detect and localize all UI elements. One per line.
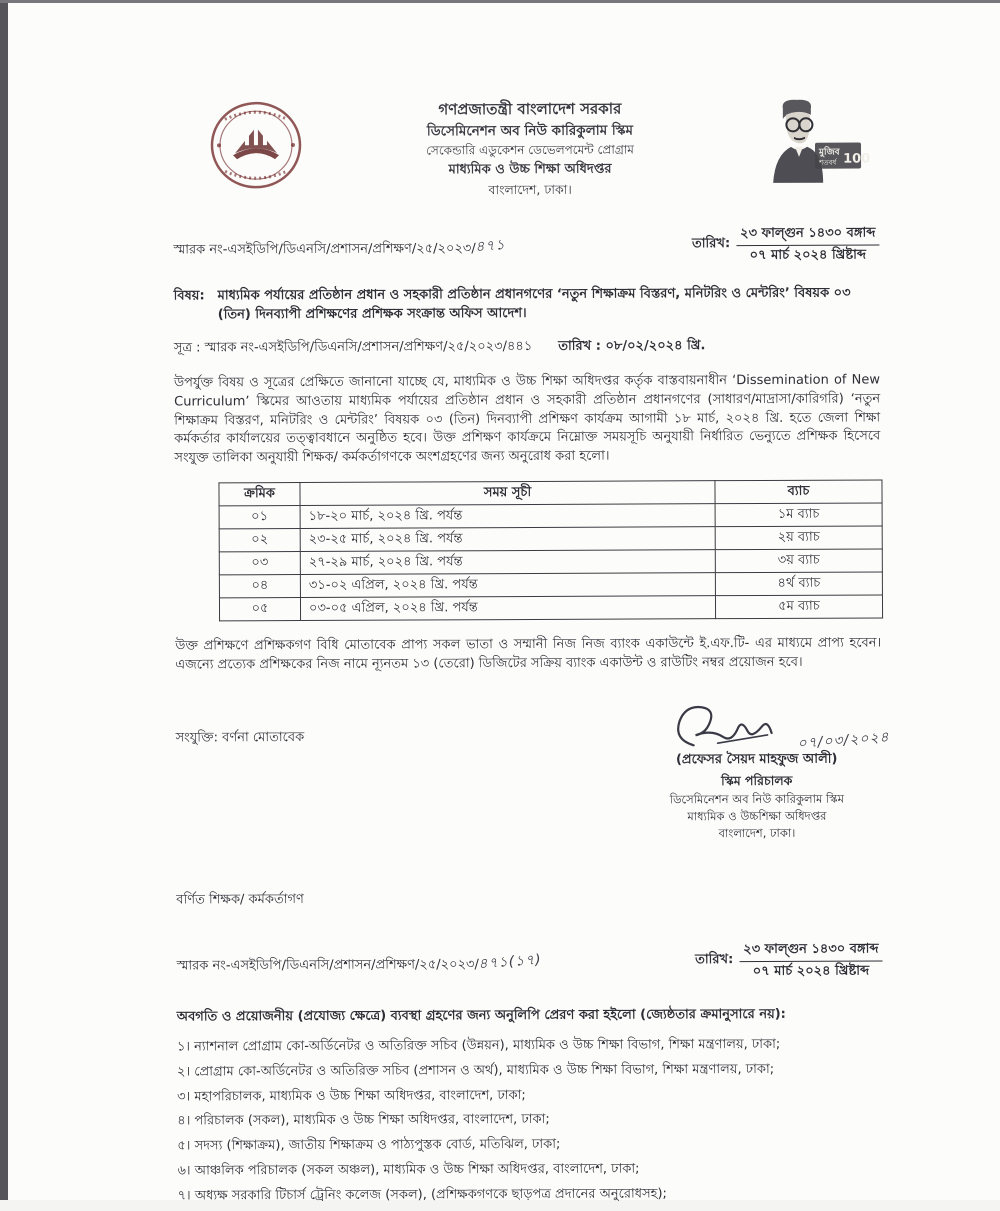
memo-number-1 [173, 226, 506, 260]
table-cell: ৩১-০২ এপ্রিল, ২০২৪ খ্রি. পর্যন্ত [300, 573, 715, 598]
signature-zone [175, 698, 882, 845]
table-cell: ৪র্থ ব্যাচ [715, 572, 882, 596]
svg-text:মুজিব: মুজিব [818, 146, 841, 159]
distribution-item: ৫। সদস্য (শিক্ষাক্রম), জাতীয় শিক্ষাক্রম ও পাঠ্যপুস্তক বোর্ড, মতিঝিল, ঢাকা; [177, 1134, 883, 1158]
org-line-location: বাংলাদেশ, ঢাকা। [307, 180, 753, 200]
org-line-government: গণপ্রজাতন্ত্রী বাংলাদেশ সরকার [307, 98, 753, 122]
subject-line [174, 285, 880, 326]
svg-text:শতবর্ষ: শতবর্ষ [818, 159, 837, 167]
distribution-item: ৪। পরিচালক (সকল), মাধ্যমিক ও উচ্চ শিক্ষা অধিদপ্তর, বাংলাদেশ, ঢাকা; [177, 1109, 883, 1133]
mujib-borsho-100-logo-icon [753, 94, 873, 187]
distribution-list [177, 1034, 884, 1207]
table-header-row [219, 480, 882, 506]
subject-text: মাধ্যমিক পর্যায়ের প্রতিষ্ঠান প্রধান ও সহকারী প্রতিষ্ঠান প্রধানগণের ‘নতুন শিক্ষাক্রম বিস্তরণ, মনিটরিং ও মেন্টরিং’ বিষয়ক ০৩ (তিন) দিনব্যাপী প্রশিক্ষণের প্রশিক্ষক সংক্রান্ত অফিস আদেশ। [218, 285, 880, 326]
table-cell: ৫ম ব্যাচ [715, 595, 882, 619]
letterhead [173, 94, 879, 201]
memo-row-1 [173, 224, 879, 268]
addressee-line: বর্ণিত শিক্ষক/ কর্মকর্তাগণ [176, 888, 882, 910]
date-gregorian-2: ০৭ মার্চ ২০২৪ খ্রিষ্টাব্দ [739, 962, 882, 982]
attachment-note: সংযুক্তি: বর্ণনা মোতাবেক [175, 701, 304, 845]
date-stack [736, 224, 879, 265]
table-cell: ২য় ব্যাচ [715, 526, 882, 550]
table-cell: ১ম ব্যাচ [715, 503, 882, 527]
table-cell: ০৫ [219, 598, 300, 621]
reference-text: সূত্র : স্মারক নং-এসইডিপি/ডিএনসি/প্রশাসন/প্রশিক্ষণ/২৫/২০২৩/৪৪১ [174, 338, 532, 358]
table-cell: ০৩-০৫ এপ্রিল, ২০২৪ খ্রি. পর্যন্ত [300, 596, 715, 621]
date-block-2 [695, 941, 883, 983]
schedule-table [218, 480, 883, 622]
subject-label: বিষয়: [174, 288, 218, 326]
signature-block [631, 698, 882, 843]
distribution-item: ৭। অধ্যক্ষ সরকারি টিচার্স ট্রেনিং কলেজ (সকল), (প্রশিক্ষকগণকে ছাড়পত্র প্রদানের অনুরোধসহ); [178, 1183, 884, 1207]
distribution-item: ৬। আঞ্চলিক পরিচালক (সকল অঞ্চল), মাধ্যমিক ও উচ্চ শিক্ষা অধিদপ্তর, বাংলাদেশ, ঢাকা; [177, 1158, 883, 1182]
body-paragraph-2: উক্ত প্রশিক্ষণে প্রশিক্ষকগণ বিধি মোতাবেক প্রাপ্য সকল ভাতা ও সম্মানী নিজ নিজ ব্যাংক একাউন্টে ই.এফ.টি- এর মাধ্যমে প্রাপ্য হবেন। এজন্যে প্রত্যেক প্রশিক্ষকের নিজ নামে ন্যূনতম ১৩ (তেরো) ডিজিটের সক্রিয় ব্যাংক একাউন্ট ও রাউটিং নম্বর প্রয়োজন হবে। [175, 635, 881, 676]
reference-line [174, 337, 880, 359]
signatory-org-3: বাংলাদেশ, ঢাকা। [632, 825, 882, 843]
signatory-name: (প্রফেসর সৈয়দ মাহফুজ আলী) [632, 750, 882, 770]
memo-number-handwritten: ৪৭১ [475, 235, 507, 257]
table-row [219, 595, 882, 621]
date-bangla-2: ২৩ ফাল্গুন ১৪৩০ বঙ্গাব্দ [739, 941, 882, 962]
memo-number-printed: স্মারক নং-এসইডিপি/ডিএনসি/প্রশাসন/প্রশিক্ষণ/২৫/২০২৩/ [173, 241, 475, 257]
date-bangla: ২৩ ফাল্গুন ১৪৩০ বঙ্গাব্দ [736, 224, 879, 245]
distribution-item: ২। প্রোগ্রাম কো-অর্ডিনেটর ও অতিরিক্ত সচিব (প্রশাসন ও অর্থ), মাধ্যমিক ও উচ্চ শিক্ষা বিভাগ, শিক্ষা মন্ত্রণালয়, ঢাকা; [177, 1059, 883, 1083]
svg-text:100: 100 [843, 152, 870, 167]
distribution-item: ১। ন্যাশনাল প্রোগ্রাম কো-অর্ডিনেটর ও অতিরিক্ত সচিব (উন্নয়ন), মাধ্যমিক ও উচ্চ শিক্ষা বিভাগ, শিক্ষা মন্ত্রণালয়, ঢাকা; [177, 1034, 883, 1058]
org-header [307, 95, 753, 201]
table-row [219, 526, 882, 552]
table-cell: ০১ [219, 506, 300, 529]
memo-number-2 [176, 942, 542, 976]
signatory-title: স্কিম পরিচালক [632, 769, 882, 791]
table-header-serial: ক্রমিক [219, 483, 300, 506]
table-header-batch: ব্যাচ [715, 480, 882, 504]
table-row [219, 572, 882, 598]
schedule-table-head [219, 480, 882, 506]
table-cell: ০৪ [219, 575, 300, 598]
distribution-intro: অবগতি ও প্রয়োজনীয় (প্রযোজ্য ক্ষেত্রে) ব্যবস্থা গ্রহণের জন্য অনুলিপি প্রেরণ করা হইলো (জ্যেষ্ঠতার ক্রমানুসারে নয়): [177, 1006, 883, 1028]
body-paragraph-1: উপর্যুক্ত বিষয় ও সূত্রের প্রেক্ষিতে জানানো যাচ্ছে যে, মাধ্যমিক ও উচ্চ শিক্ষা অধিদপ্তর কর্তৃক বাস্তবায়নাধীন ‘Dissemination of New Curriculum’ স্কিমের আওতায় মাধ্যমিক পর্যায়ের প্রতিষ্ঠান প্রধান ও সহকারী প্রতিষ্ঠান প্রধানগণের (সাধারণ/মাদ্রাসা/কারিগরি) ‘নতুন শিক্ষাক্রম বিস্তরণ, মনিটরিং ও মেন্টরিং’ বিষয়ক ০৩ (তিন) দিনব্যাপী প্রশিক্ষণ কার্যক্রম আগামী ১৮ মার্চ, ২০২৪ খ্রি. হতে জেলা শিক্ষা কর্মকর্তার কার্যালয়ের তত্ত্বাবধানে অনুষ্ঠিত হবে। উক্ত প্রশিক্ষণ কার্যক্রমে নিম্নোক্ত সময়সূচি অনুযায়ী নির্ধারিত ভেন্যুতে প্রশিক্ষক হিসেবে সংযুক্ত তালিকা অনুযায়ী শিক্ষক/ কর্মকর্তাগণকে অংশগ্রহণের জন্য অনুরোধ করা হলো। [174, 371, 880, 468]
signature-handwritten-date: ০৭/০৩/২০২৪ [797, 727, 891, 754]
signatory-org-2: মাধ্যমিক ও উচ্চশিক্ষা অধিদপ্তর [632, 808, 882, 826]
distribution-item: ৩। মহাপরিচালক, মাধ্যমিক ও উচ্চ শিক্ষা অধিদপ্তর, বাংলাদেশ, ঢাকা; [177, 1084, 883, 1108]
date-label: তারিখ: [692, 225, 730, 266]
table-cell: ২৩-২৫ মার্চ, ২০২৪ খ্রি. পর্যন্ত [300, 527, 715, 552]
date-block-1 [692, 224, 880, 266]
scan-edge-left [0, 0, 8, 1200]
memo-number-printed-2: স্মারক নং-এসইডিপি/ডিএনসি/প্রশাসন/প্রশিক্ষণ/২৫/২০২৩/ [177, 958, 479, 974]
document-content [172, 0, 883, 1211]
schedule-table-body [219, 503, 882, 621]
date-gregorian: ০৭ মার্চ ২০২৪ খ্রিষ্টাব্দ [736, 245, 879, 265]
table-cell: ০২ [219, 529, 300, 552]
signatory-org-1: ডিসেমিনেশন অব নিউ কারিকুলাম স্কিম [632, 790, 882, 808]
table-row [219, 503, 882, 529]
date-stack-2 [739, 941, 882, 982]
table-header-schedule: সময় সূচী [300, 481, 715, 506]
memo-row-2 [176, 941, 882, 985]
table-cell: ১৮-২০ মার্চ, ২০২৪ খ্রি. পর্যন্ত [300, 504, 715, 529]
memo-number-handwritten-2: ৪৭১(১৭) [478, 950, 543, 975]
government-seal-icon [205, 97, 307, 193]
reference-date: তারিখ : ০৮/০২/২০২৪ খ্রি. [558, 337, 705, 356]
org-line-directorate: মাধ্যমিক ও উচ্চ শিক্ষা অধিদপ্তর [307, 160, 753, 181]
table-cell: ৩য় ব্যাচ [715, 549, 882, 573]
table-cell: ২৭-২৯ মার্চ, ২০২৪ খ্রি. পর্যন্ত [300, 550, 715, 575]
date-label-2: তারিখ: [695, 942, 733, 983]
org-line-scheme: ডিসেমিনেশন অব নিউ কারিকুলাম স্কিম [307, 121, 753, 143]
table-cell: ০৩ [219, 552, 300, 575]
table-row [219, 549, 882, 575]
org-line-program: সেকেন্ডারি এডুকেশন ডেভেলপমেন্ট প্রোগ্রাম [307, 141, 753, 160]
